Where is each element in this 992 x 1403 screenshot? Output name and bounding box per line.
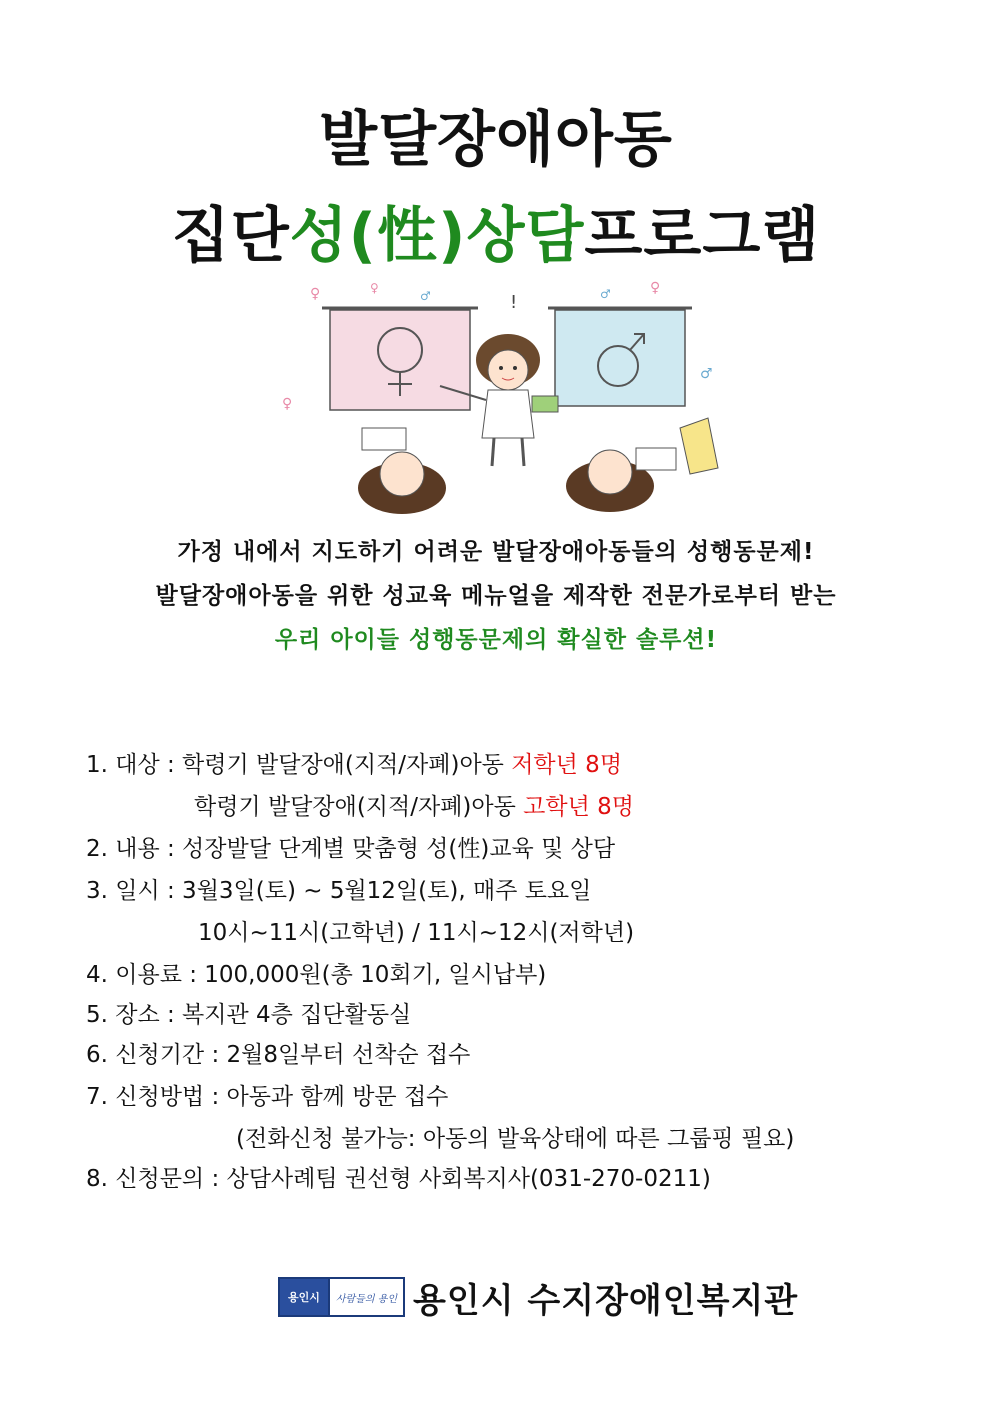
yongin-city-logo (278, 1277, 405, 1317)
info-item-3: 3. 일시 : 3월3일(토) ~ 5월12일(토), 매주 토요일 (86, 878, 592, 904)
intro-line-1: 가정 내에서 지도하기 어려운 발달장애아동들의 성행동문제! (177, 539, 815, 565)
info-item-1-continued (194, 788, 634, 821)
svg-text:!: ! (510, 292, 518, 313)
logo-city-label: 용인시 (278, 1277, 330, 1317)
intro-line-2: 발달장애아동을 위한 성교육 메뉴얼을 제작한 전문가로부터 받는 (155, 583, 837, 609)
svg-text:♀: ♀ (370, 281, 379, 295)
svg-text:♀: ♀ (310, 286, 321, 302)
info-item-5: 5. 장소 : 복지관 4층 집단활동실 (86, 1002, 412, 1028)
svg-text:♀: ♀ (282, 396, 293, 412)
info-item-8: 8. 신청문의 : 상담사례팀 권선형 사회복지사(031-270-0211) (86, 1166, 711, 1192)
svg-text:♀: ♀ (650, 280, 661, 296)
info-item-1 (86, 746, 622, 779)
info-item-6: 6. 신청기간 : 2월8일부터 선착순 접수 (86, 1042, 471, 1068)
page-subtitle (0, 188, 992, 274)
svg-text:♂: ♂ (420, 289, 431, 303)
subtitle-part-1: 집단 (171, 201, 290, 271)
teacher-with-gender-symbols-illustration (270, 278, 730, 518)
subtitle-part-2: 성(性)상담 (289, 201, 585, 271)
page-title: 발달장애아동 (319, 105, 673, 175)
logo-slogan-label: 사람들의 용인 (330, 1277, 405, 1317)
info-item-1b-text: 학령기 발달장애(지적/자폐)아동 (194, 794, 524, 820)
svg-text:♂: ♂ (700, 366, 713, 382)
info-item-4: 4. 이용료 : 100,000원(총 10회기, 일시납부) (86, 962, 547, 988)
info-item-3-continued: 10시~11시(고학년) / 11시~12시(저학년) (198, 920, 635, 946)
info-item-1-highlight: 저학년 8명 (511, 752, 623, 778)
footer (278, 1272, 798, 1322)
svg-text:♂: ♂ (600, 287, 611, 301)
info-item-1b-highlight: 고학년 8명 (523, 794, 634, 820)
info-item-1-text: 1. 대상 : 학령기 발달장애(지적/자폐)아동 (86, 752, 512, 778)
organization-name: 용인시 수지장애인복지관 (413, 1280, 799, 1321)
intro-line-3: 우리 아이들 성행동문제의 확실한 솔루션! (274, 627, 718, 653)
info-item-7: 7. 신청방법 : 아동과 함께 방문 접수 (86, 1084, 449, 1110)
subtitle-part-3: 프로그램 (584, 201, 821, 271)
info-item-2: 2. 내용 : 성장발달 단계별 맞춤형 성(性)교육 및 상담 (86, 836, 616, 862)
info-item-7-continued: (전화신청 불가능: 아동의 발육상태에 따른 그룹핑 필요) (236, 1126, 795, 1152)
